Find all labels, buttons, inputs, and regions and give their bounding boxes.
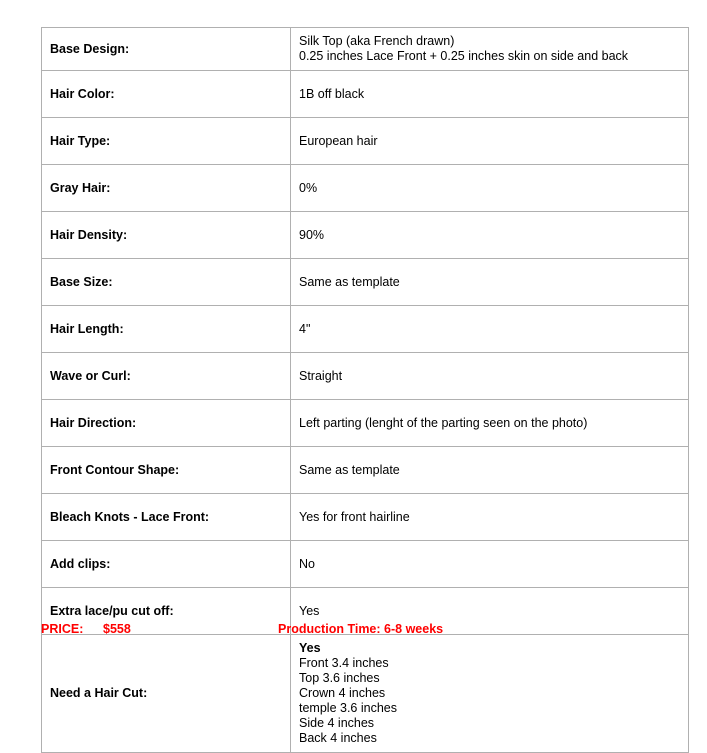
value-line: Top 3.6 inches [299, 671, 380, 685]
value-line: 90% [299, 227, 325, 242]
value-line: 1B off black [299, 86, 365, 101]
price-value: $558 [103, 622, 131, 636]
value-line: 0.25 inches Lace Front + 0.25 inches skin on side and back [299, 49, 629, 63]
row-value [291, 28, 689, 71]
value-line: Yes for front hairline [299, 509, 410, 524]
value-line: European hair [299, 133, 378, 148]
value-line: Same as template [299, 274, 400, 289]
table-row [42, 541, 689, 588]
row-label: Hair Color: [42, 71, 291, 118]
table-row [42, 353, 689, 400]
value-line: Left parting (lenght of the parting seen on the photo) [299, 415, 588, 430]
table-row [42, 635, 689, 753]
row-value [291, 306, 689, 353]
value-line-emphasis: Yes [299, 641, 321, 655]
row-label: Hair Direction: [42, 400, 291, 447]
row-value [291, 400, 689, 447]
value-line: Front 3.4 inches [299, 656, 389, 670]
value-line: Straight [299, 368, 343, 383]
value-line: No [299, 556, 315, 571]
specification-table [41, 27, 689, 753]
row-label: Base Size: [42, 259, 291, 306]
production-time: Production Time: 6-8 weeks [278, 622, 444, 636]
value-line: temple 3.6 inches [299, 701, 397, 715]
row-label: Hair Density: [42, 212, 291, 259]
table-row [42, 306, 689, 353]
table-row [42, 259, 689, 306]
value-line: 4" [299, 321, 311, 336]
row-value [291, 635, 689, 753]
row-value [291, 165, 689, 212]
row-label: Base Design: [42, 28, 291, 71]
row-label: Extra lace/pu cut off: [42, 588, 291, 635]
row-label: Front Contour Shape: [42, 447, 291, 494]
row-label: Bleach Knots - Lace Front: [42, 494, 291, 541]
table-row [42, 118, 689, 165]
row-label: Hair Length: [42, 306, 291, 353]
row-value [291, 71, 689, 118]
value-line: Silk Top (aka French drawn) [299, 34, 455, 48]
value-line: 0% [299, 180, 318, 195]
row-label: Need a Hair Cut: [42, 635, 291, 753]
row-label: Gray Hair: [42, 165, 291, 212]
value-line: Same as template [299, 462, 400, 477]
row-value [291, 212, 689, 259]
row-label: Hair Type: [42, 118, 291, 165]
value-line: Crown 4 inches [299, 686, 386, 700]
value-line: Yes [299, 603, 320, 618]
table-row [42, 447, 689, 494]
table-row [42, 165, 689, 212]
table-row [42, 71, 689, 118]
row-value [291, 353, 689, 400]
table-row [42, 400, 689, 447]
row-value [291, 259, 689, 306]
row-value [291, 494, 689, 541]
row-label: Wave or Curl: [42, 353, 291, 400]
table-row [42, 212, 689, 259]
row-value [291, 447, 689, 494]
row-value [291, 541, 689, 588]
price-label: PRICE: [41, 622, 84, 636]
value-line: Side 4 inches [299, 716, 375, 730]
row-value [291, 118, 689, 165]
table-row [42, 494, 689, 541]
table-row [42, 28, 689, 71]
row-label: Add clips: [42, 541, 291, 588]
value-line: Back 4 inches [299, 731, 377, 745]
footer [41, 622, 654, 644]
